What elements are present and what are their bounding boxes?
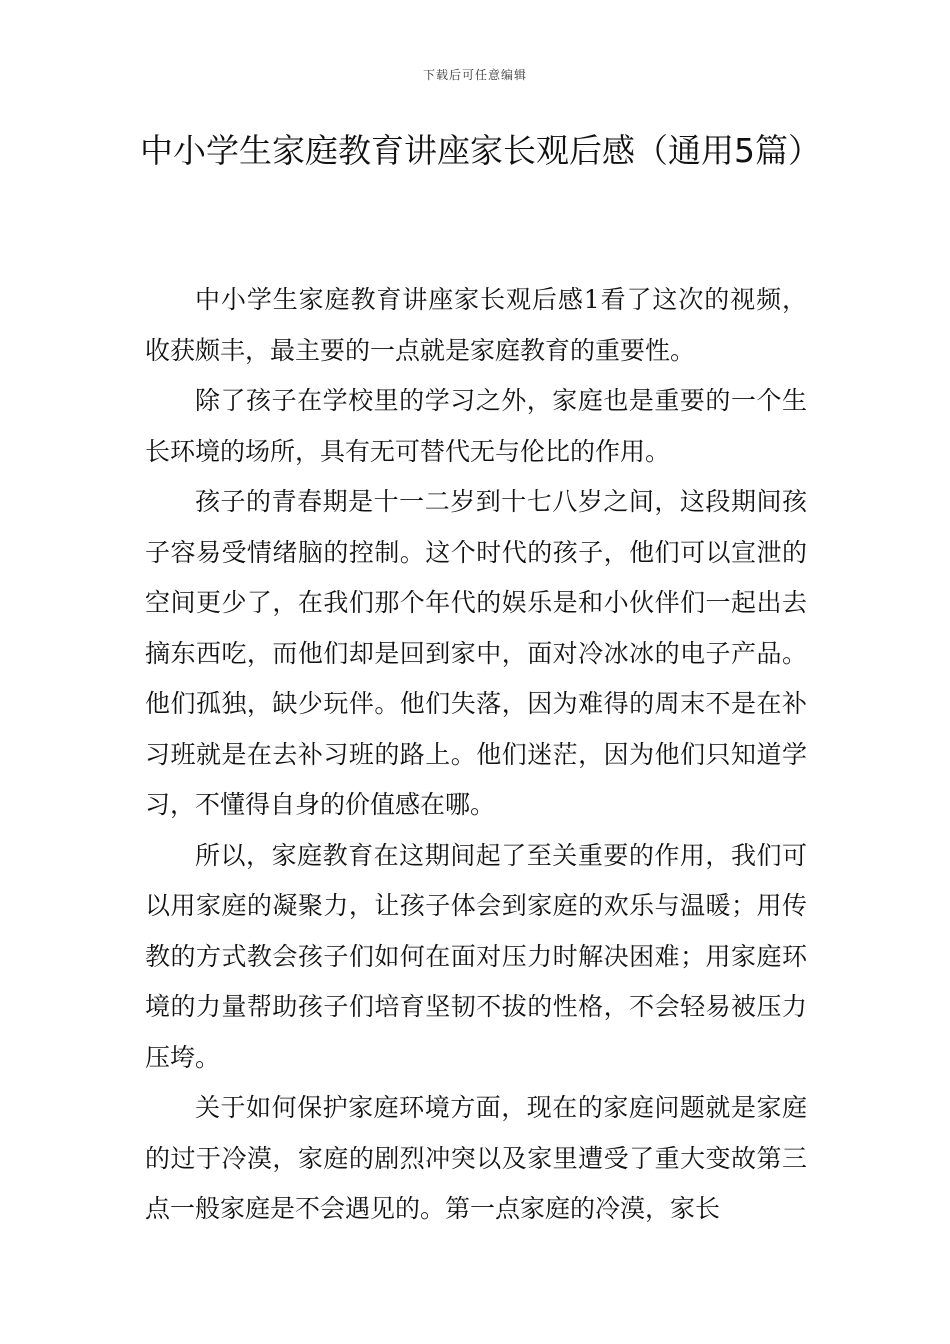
document-body xyxy=(145,275,807,1235)
paragraph-2: 除了孩子在学校里的学习之外，家庭也是重要的一个生长环境的场所，具有无可替代无与伦比的作用。 xyxy=(145,386,807,466)
paragraph-3: 孩子的青春期是十一二岁到十七八岁之间，这段期间孩子容易受情绪脑的控制。这个时代的孩子，他们可以宣泄的空间更少了，在我们那个年代的娱乐是和小伙伴们一起出去摘东西吃，而他们却是回到家中，面对冷冰冰的电子产品。他们孤独，缺少玩伴。他们失落，因为难得的周末不是在补习班就是在去补习班的路上。他们迷茫，因为他们只知道学习，不懂得自身的价值感在哪。 xyxy=(145,487,807,819)
document-title: 中小学生家庭教育讲座家长观后感（通用5篇） xyxy=(140,131,821,170)
header-note: 下载后可任意编辑 xyxy=(422,68,527,82)
paragraph-4: 所以，家庭教育在这期间起了至关重要的作用，我们可以用家庭的凝聚力，让孩子体会到家庭的欢乐与温暖；用传教的方式教会孩子们如何在面对压力时解决困难；用家庭环境的力量帮助孩子们培育坚韧不拔的性格，不会轻易被压力压垮。 xyxy=(145,840,807,1072)
paragraph-1: 中小学生家庭教育讲座家长观后感1看了这次的视频，收获颇丰，最主要的一点就是家庭教育的重要性。 xyxy=(145,285,807,365)
paragraph-5: 关于如何保护家庭环境方面，现在的家庭问题就是家庭的过于冷漠，家庭的剧烈冲突以及家里遭受了重大变故第三点一般家庭是不会遇见的。第一点家庭的冷漠，家长 xyxy=(145,1093,807,1223)
